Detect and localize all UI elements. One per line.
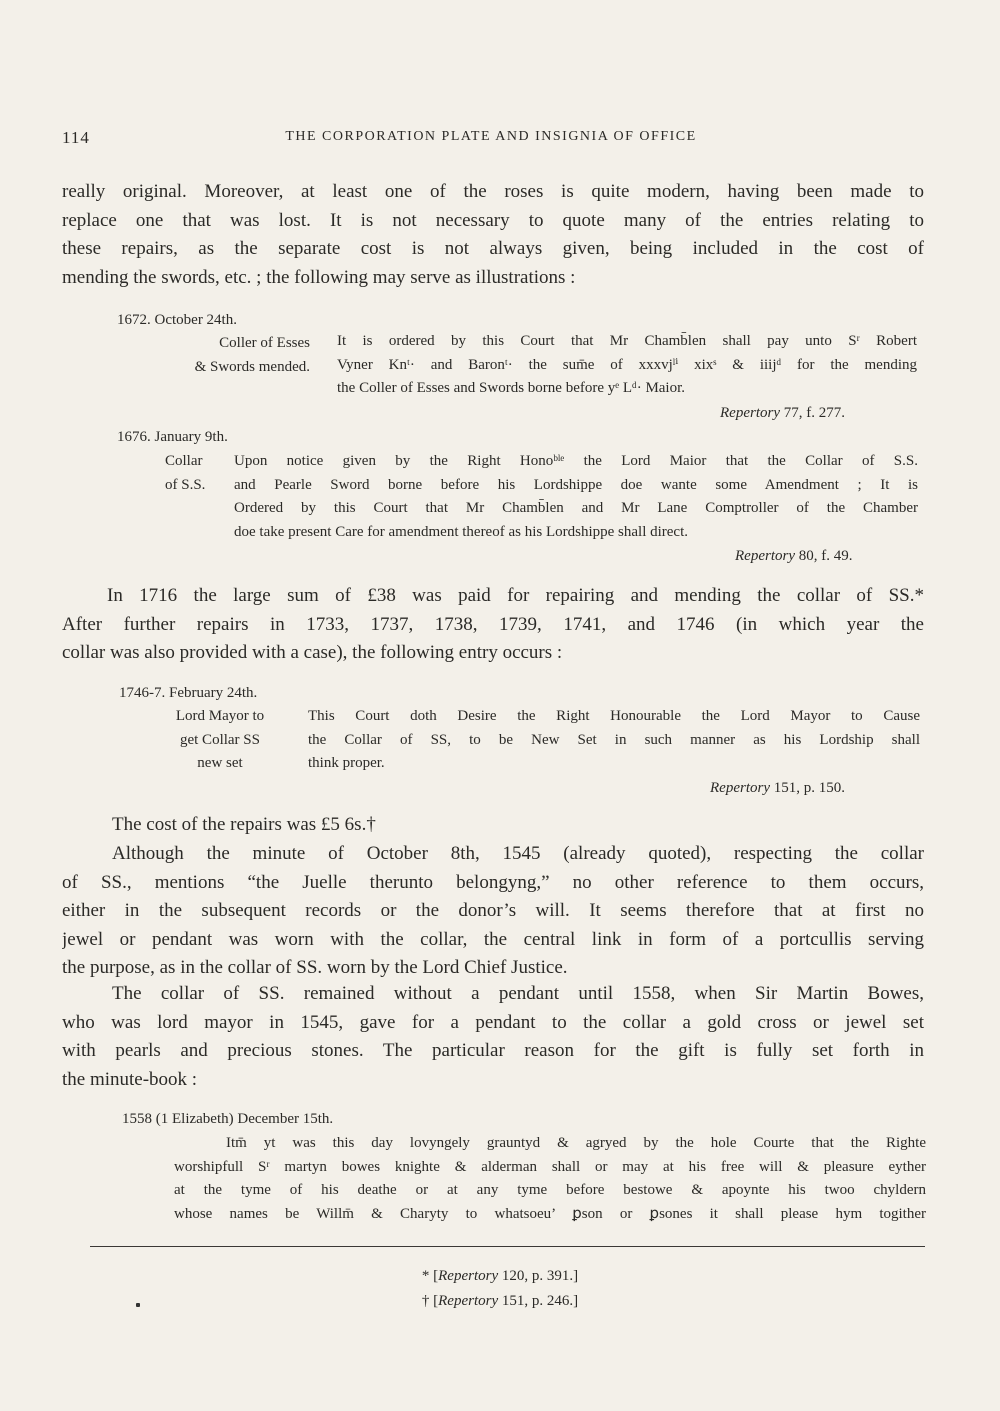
text-line: mending the swords, etc. ; the following may serve as illustrations : [62, 266, 576, 288]
margin-note: Coller of Esses & Swords mended. [194, 335, 310, 375]
entry-date: 1746-7. February 24th. [119, 685, 258, 701]
paragraph-1 [62, 178, 924, 292]
text-line: The collar of SS. remained without a pendant until 1558, when Sir Martin Bowes, [112, 983, 924, 1004]
text-line: think proper. [308, 755, 385, 771]
text-line: whose names be Willm̄ & Charyty to whatsoeu’ ꝑson or ꝑsones it shall please hym togither [174, 1205, 926, 1222]
page-header [62, 128, 920, 150]
text-line: the Coller of Esses and Swords borne before yᵉ Lᵈ· Maior. [337, 380, 686, 396]
text-line: these repairs, as the separate cost is not always given, being included in the cost of [62, 238, 924, 259]
text-line: of SS., mentions “the Juelle therunto belongyng,” no other reference to them occurs, [62, 871, 924, 893]
entry-text [234, 450, 918, 544]
text-line: The cost of the repairs was £5 6s.† [112, 814, 376, 835]
entry-text [308, 705, 920, 776]
text-line: After further repairs in 1733, 1737, 1738, 1739, 1741, and 1746 (in which year the [62, 613, 924, 635]
margin-note: Lord Mayor to get Collar SS new set [175, 708, 265, 771]
reference-location: 120, p. 391.] [498, 1268, 579, 1284]
entry-date: 1558 (1 Elizabeth) December 15th. [122, 1111, 334, 1127]
margin-note: Collar of S.S. [165, 453, 206, 493]
paragraph-5 [62, 980, 924, 1094]
text-line: either in the subsequent records or the donor’s will. It seems therefore that at first no [62, 900, 924, 921]
text-line: Vyner Knᵗ· and Baronᵗ· the sum̄e of xxxvjˡⁱ xixˢ & iiijᵈ for the mending [337, 356, 917, 373]
text-line: at the tyme of his deathe or at any tyme before bestowe & apoynte his twoo chyldern [174, 1182, 926, 1198]
reference-title: Repertory [735, 548, 795, 564]
text-line: Itm̄ yt was this day lovyngely grauntyd & agryed by the hole Courte that the Righte [226, 1135, 926, 1151]
text-line: jewel or pendant was worn with the collar, the central link in form of a portcullis serving [62, 928, 924, 950]
text-line: In 1716 the large sum of £38 was paid for repairing and mending the collar of SS.* [107, 585, 924, 606]
reference-location: 80, f. 49. [794, 548, 853, 564]
text-line: really original. Moreover, at least one of the roses is quite modern, having been made to [62, 181, 924, 202]
paragraph-4 [62, 840, 924, 983]
entry-text [337, 330, 917, 401]
footnote-mark: * [ [421, 1268, 439, 1284]
text-line: who was lord mayor in 1545, gave for a pendant to the collar a gold cross or jewel set [62, 1011, 924, 1033]
repertory-reference [710, 777, 845, 801]
text-line: and Pearle Sword borne before his Lordshippe doe wante some Amendment ; It is [234, 476, 918, 493]
text-line: Ordered by this Court that Mr Chamb̄len and Mr Lane Comptroller of the Chamber [234, 500, 918, 516]
text-line: doe take present Care for amendment thereof as his Lordshippe shall direct. [234, 523, 689, 540]
text-line: the purpose, as in the collar of SS. worn by the Lord Chief Justice. [62, 957, 568, 978]
paragraph-2 [62, 582, 924, 668]
text-line: It is ordered by this Court that Mr Chamb̄len shall pay unto Sʳ Robert [337, 333, 917, 349]
repertory-reference [720, 402, 845, 426]
entry-date: 1672. October 24th. [117, 312, 237, 328]
footnote-mark: † [ [421, 1293, 439, 1309]
text-line: This Court doth Desire the Right Honourable the Lord Mayor to Cause [308, 708, 920, 724]
ink-speck [136, 1303, 140, 1307]
text-line: replace one that was lost. It is not necessary to quote many of the entries relating to [62, 209, 924, 231]
text-line: Upon notice given by the Right Honoᵇˡᵉ the Lord Maior that the Collar of S.S. [234, 453, 918, 469]
entry-date: 1676. January 9th. [117, 429, 228, 445]
footnote-1 [0, 1268, 1000, 1285]
paragraph-3 [62, 811, 924, 840]
text-line: collar was also provided with a case), the following entry occurs : [62, 642, 563, 663]
text-line: Although the minute of October 8th, 1545 (already quoted), respecting the collar [112, 843, 924, 864]
reference-location: 151, p. 150. [769, 780, 845, 796]
page-number: 114 [62, 128, 90, 147]
reference-title: Repertory [720, 405, 780, 421]
text-line: worshipfull Sʳ martyn bowes knighte & alderman shall or may at his free will & pleasure eyther [174, 1158, 926, 1175]
reference-title: Repertory [438, 1268, 499, 1284]
footnote-rule [90, 1246, 925, 1247]
reference-title: Repertory [438, 1293, 499, 1309]
repertory-reference [735, 545, 852, 569]
text-line: the minute-book : [62, 1068, 198, 1090]
reference-location: 151, p. 246.] [498, 1293, 579, 1309]
footnote-2 [0, 1293, 1000, 1310]
text-line: with pearls and precious stones. The particular reason for the gift is fully set forth in [62, 1040, 924, 1061]
entry-text [174, 1132, 926, 1226]
running-title: THE CORPORATION PLATE AND INSIGNIA OF OFFICE [285, 129, 697, 144]
text-line: the Collar of SS, to be New Set in such manner as his Lordship shall [308, 731, 920, 748]
reference-title: Repertory [710, 780, 770, 796]
reference-location: 77, f. 277. [779, 405, 845, 421]
